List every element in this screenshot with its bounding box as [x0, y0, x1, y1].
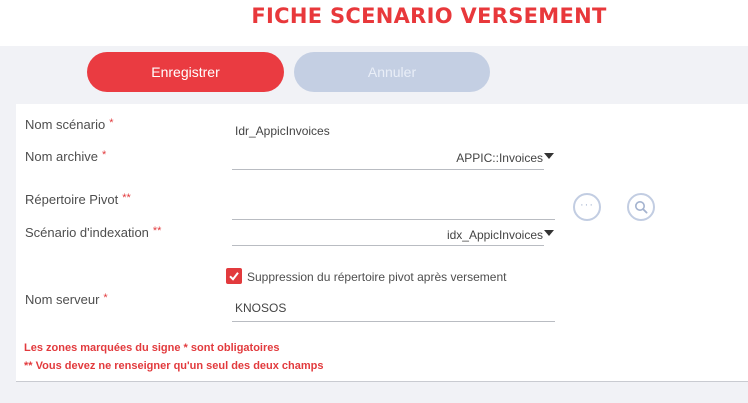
nom-archive-value: APPIC::Invoices: [456, 151, 543, 165]
scenario-indexation-value: idx_AppicInvoices: [446, 228, 543, 242]
nom-archive-label: Nom archive *: [25, 149, 107, 164]
search-icon: [634, 200, 648, 214]
nom-serveur-input[interactable]: KNOSOS: [232, 297, 555, 322]
field-underline: [232, 321, 555, 322]
save-button[interactable]: Enregistrer: [87, 52, 284, 92]
required-note: Les zones marquées du signe * sont obligatoires: [24, 342, 280, 354]
page-title: FICHE SCENARIO VERSEMENT: [251, 4, 607, 28]
required-marker: *: [101, 149, 107, 161]
nom-archive-select[interactable]: [232, 146, 554, 170]
search-button[interactable]: [627, 193, 655, 221]
suppression-label: Suppression du répertoire pivot après versement: [247, 270, 507, 284]
chevron-down-icon: [544, 230, 554, 236]
required-marker: **: [152, 225, 162, 237]
field-underline: [232, 245, 544, 246]
repertoire-pivot-label: Répertoire Pivot **: [25, 192, 131, 207]
required-marker: **: [122, 192, 131, 204]
checkmark-icon: [228, 270, 240, 282]
field-underline: [232, 219, 555, 220]
suppression-checkbox[interactable]: [226, 268, 242, 284]
ellipsis-icon: ···: [580, 199, 594, 211]
chevron-down-icon: [544, 153, 554, 159]
field-underline: [232, 169, 544, 170]
required-marker: *: [103, 292, 108, 304]
nom-serveur-label: Nom serveur *: [25, 292, 108, 307]
nom-scenario-label: Nom scénario *: [25, 117, 114, 132]
repertoire-pivot-input[interactable]: [232, 196, 555, 220]
scenario-indexation-select[interactable]: [232, 222, 554, 246]
either-field-note: ** Vous devez ne renseigner qu'un seul des deux champs: [24, 360, 324, 372]
required-marker: *: [109, 117, 114, 129]
browse-button[interactable]: [573, 193, 601, 221]
cancel-button[interactable]: Annuler: [294, 52, 490, 92]
nom-scenario-value: Idr_AppicInvoices: [235, 124, 330, 138]
scenario-indexation-label: Scénario d'indexation **: [25, 225, 162, 240]
